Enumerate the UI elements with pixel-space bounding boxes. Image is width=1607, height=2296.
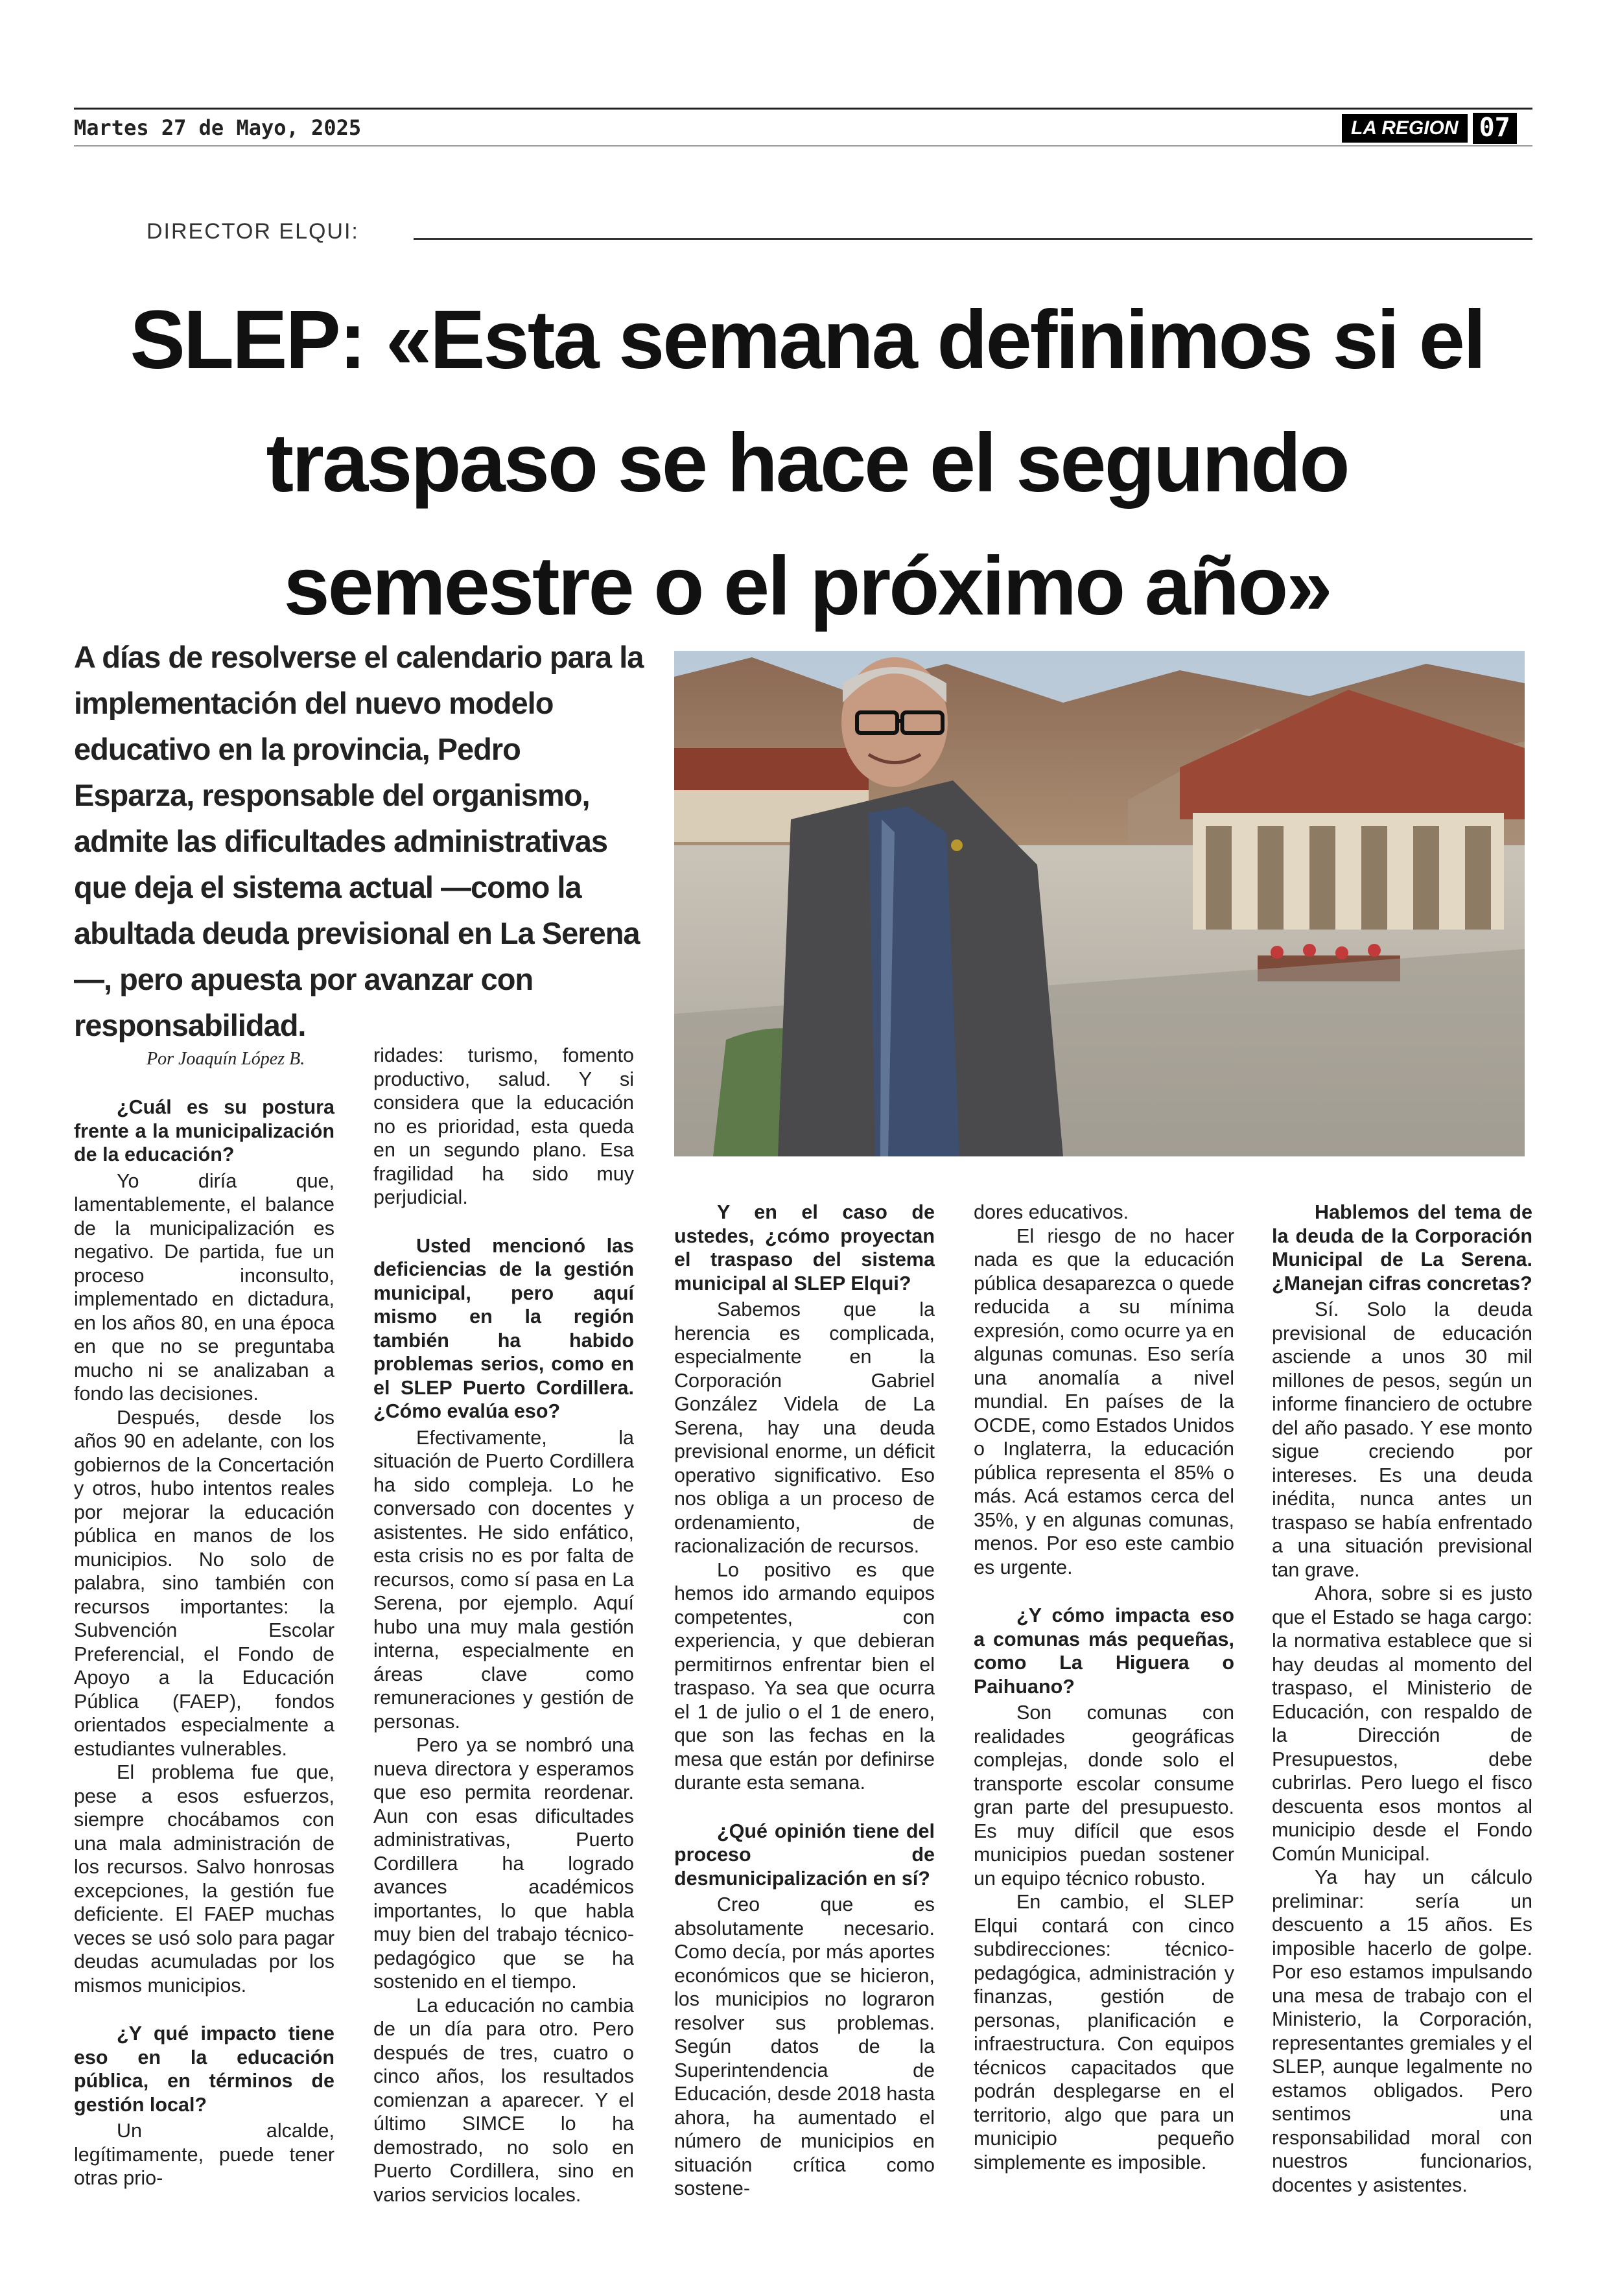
text-column-3 [674,1201,935,2201]
interview-answer: Sí. Solo la deuda previsional de educación asciende a unos 30 mil millones de pesos, según un informe financiero de octubre del año pasado. Y ese monto sigue creciendo por intereses. Es una deuda inédita, nunca antes un traspaso se había enfrentado a una situación previsional tan grave. [1272,1298,1532,1581]
interview-answer: Sabemos que la herencia es complicada, especialmente en la Corporación Gabriel González Videla de La Serena, hay una deuda previsional enorme, un déficit operativo significativo. Eso nos obliga a un proceso de ordenamiento, de racionalización de recursos. [674,1298,935,1557]
interview-answer: Un alcalde, legítimamente, puede tener otras prio- [74,2120,334,2189]
interview-answer: Después, desde los años 90 en adelante, con los gobiernos de la Concertación y otros, hubo intentos reales por mejorar la educación pública en manos de los municipios. No solo de palabra, sino también con recursos importantes: la Subvención Escolar Preferencial, el Fondo de Apoyo a la Educación Pública (FAEP), fondos orientados especialmente a estudiantes vulnerables. [74,1406,334,1760]
interview-answer: Ya hay un cálculo preliminar: sería un descuento a 15 años. Es imposible hacerlo de golpe. Por eso estamos impulsando una mesa de trabajo con el Ministerio, la Corporación, representantes gremiales y el SLEP, aunque legalmente no estamos obligados. Pero sentimos una responsabilidad moral con nuestros funcionarios, docentes y asistentes. [1272,1866,1532,2196]
issue-date: Martes 27 de Mayo, 2025 [74,115,362,140]
interview-question: Y en el caso de ustedes, ¿cómo proyectan el traspaso del sistema municipal al SLEP Elqui? [674,1201,935,1294]
interview-answer: Pero ya se nombró una nueva directora y esperamos que eso permita reordenar. Aun con esas dificultades administrativas, Puerto Cordillera ha logrado avances académicos importantes, lo que habla muy bien del trabajo técnico-pedagógico que se ha sostenido en el tiempo. [373,1734,634,1993]
brand-block [1342,114,1517,143]
interview-question: ¿Y cómo impacta eso a comunas más pequeñas, como La Higuera o Paihuano? [974,1604,1234,1698]
interview-answer: El riesgo de no hacer nada es que la educación pública desaparezca o quede reducida a su mínima expresión, como ocurre ya en algunas comunas. Eso sería una anomalía a nivel mundial. En países de la OCDE, como Estados Unidos o Inglaterra, la educación pública representa el 85% o más. Acá estamos cerca del 35%, y en algunas comunas, menos. Por eso este cambio es urgente. [974,1224,1234,1578]
kicker-rule [414,238,1532,240]
interview-question: Hablemos del tema de la deuda de la Corporación Municipal de La Serena. ¿Manejan cifras concretas? [1272,1201,1532,1294]
text-column-4 [974,1201,1234,2174]
text-column-1 [74,1095,334,2190]
interview-answer: Son comunas con realidades geográficas complejas, donde solo el transporte escolar consume gran parte del presupuesto. Es muy difícil que esos municipios puedan sostener un equipo técnico robusto. [974,1702,1234,1890]
article-lead: A días de resolverse el calendario para la implementación del nuevo modelo educativo en la provincia, Pedro Esparza, responsable del organismo, admite las dificultades administrativas que deja el sistema actual —como la abultada deuda previsional en La Serena—, pero apuesta por avanzar con responsabilidad. [74,640,644,1042]
interview-answer: dores educativos. [974,1201,1129,1223]
interview-answer: ridades: turismo, fomento productivo, salud. Y si considera que la educación no es prioridad, esta queda en un segundo plano. Esa fragilidad ha sido muy perjudicial. [373,1044,634,1208]
newspaper-logo: LA REGION [1342,114,1468,143]
interview-answer: Yo diría que, lamentablemente, el balance de la municipalización es negativo. De partida, fue un proceso inconsulto, implementado en dictadura, en los años 80, en una época en que no se preguntaba mucho ni se analizaban a fondo las decisiones. [74,1169,334,1405]
page-number: 07 [1473,113,1517,144]
article-photo [674,651,1525,1156]
interview-question: ¿Qué opinión tiene del proceso de desmunicipalización en sí? [674,1820,935,1890]
interview-answer: Efectivamente, la situación de Puerto Cordillera ha sido compleja. Lo he conversado con docentes y asistentes. He sido enfático, esta crisis no es por falta de recursos, como sí pasa en La Serena, por ejemplo. Aquí hubo una muy mala gestión interna, especialmente en áreas clave como remuneraciones y gestión de personas. [373,1426,634,1733]
text-column-2 [373,1044,634,2207]
interview-question: ¿Cuál es su postura frente a la municipalización de la educación? [74,1096,334,1166]
article-kicker: DIRECTOR ELQUI: [147,219,359,244]
interview-answer: Lo positivo es que hemos ido armando equipos competentes, con experiencia, y que debieran permitirnos enfrentar bien el traspaso. Ya sea que ocurra el 1 de julio o el 1 de enero, que son las fechas en la mesa que están por definirse durante esta semana. [674,1558,935,1794]
interview-answer: Creo que es absolutamente necesario. Como decía, por más aportes económicos que se hicieron, los municipios no lograron resolver sus problemas. Según datos de la Superintendencia de Educación, desde 2018 hasta ahora, ha aumentado el número de municipios en situación crítica como sostene- [674,1893,935,2199]
interview-answer: La educación no cambia de un día para otro. Pero después de tres, cuatro o cinco años, los resultados comienzan a aparecer. Y el último SIMCE lo ha demostrado, no solo en Puerto Cordillera, sino en varios servicios locales. [373,1994,634,2206]
interview-answer: Ahora, sobre si es justo que el Estado se haga cargo: la normativa establece que si hay deudas al momento del traspaso, el Ministerio de Educación, con respaldo de la Dirección de Presupuestos, debe cubrirlas. Pero luego el fisco descuenta esos montos al municipio desde el Fondo Común Municipal. [1272,1582,1532,1865]
interview-question: Usted mencionó las deficiencias de la gestión municipal, pero aquí mismo en la región también ha habido problemas serios, como en el SLEP Puerto Cordillera. ¿Cómo evalúa eso? [373,1234,634,1422]
text-column-5 [1272,1201,1532,2197]
interview-question: ¿Y qué impacto tiene eso en la educación pública, en términos de gestión local? [74,2022,334,2116]
interview-answer: En cambio, el SLEP Elqui contará con cinco subdirecciones: técnico-pedagógica, administración y finanzas, gestión de personas, planificación e infraestructura. Con equipos técnicos capacitados que podrán desplegarse en el territorio, algo que para un municipio pequeño simplemente es imposible. [974,1891,1234,2173]
article-byline: Por Joaquín López B. [147,1049,305,1069]
interview-answer: El problema fue que, pese a esos esfuerzos, siempre chocábamos con una mala administración de los recursos. Salvo honrosas excepciones, la gestión fue deficiente. El FAEP muchas veces se usó solo para pagar deudas acumuladas por los mismos municipios. [74,1761,334,1997]
article-headline: SLEP: «Esta semana definimos si el traspaso se hace el segundo semestre o el próximo año» [130,294,1484,633]
